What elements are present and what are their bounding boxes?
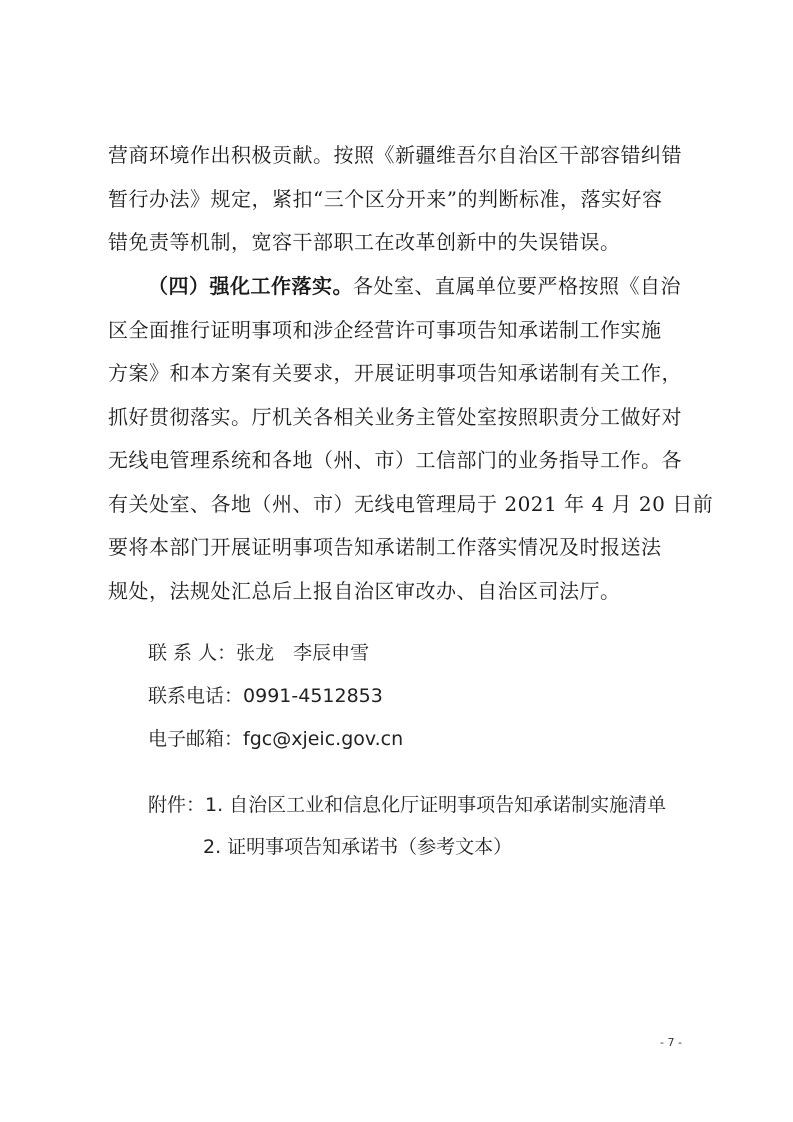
contact-phone-label: 联系电话： bbox=[148, 685, 244, 707]
paragraph2-line-8: 规处，法规处汇总后上报自治区审改办、自治区司法厅。 bbox=[108, 579, 621, 603]
contact-email bbox=[148, 724, 403, 754]
attachment-line-1 bbox=[148, 790, 666, 820]
contact-phone-value: 0991-4512853 bbox=[243, 685, 383, 707]
paragraph2-line-2: 区全面推行证明事项和涉企经营许可事项告知承诺制工作实施 bbox=[108, 318, 662, 342]
contact-email-value: fgc@xjeic.gov.cn bbox=[243, 728, 404, 750]
paragraph1-line-1: 营商环境作出积极贡献。按照《新疆维吾尔自治区干部容错纠错 bbox=[108, 143, 682, 167]
attachment-item-2: 2. 证明事项告知承诺书（参考文本） bbox=[203, 836, 513, 858]
contact-phone bbox=[148, 681, 383, 711]
attachment-label: 附件： bbox=[148, 794, 206, 816]
contact-person-label: 联 系 人： bbox=[148, 642, 237, 664]
contact-person-value: 张龙 李辰申雪 bbox=[236, 642, 370, 664]
contact-email-label: 电子邮箱： bbox=[148, 728, 244, 750]
paragraph2-line-6: 有关处室、各地（州、市）无线电管理局于 2021 年 4 月 20 日前 bbox=[108, 492, 714, 516]
paragraph2-line-4: 抓好贯彻落实。厅机关各相关业务主管处室按照职责分工做好对 bbox=[108, 405, 682, 429]
paragraph2-line-5: 无线电管理系统和各地（州、市）工信部门的业务指导工作。各 bbox=[108, 448, 682, 472]
paragraph2-first-line bbox=[148, 271, 738, 301]
paragraph2-line-7: 要将本部门开展证明事项告知承诺制工作落实情况及时报送法 bbox=[108, 535, 662, 559]
paragraph2-first-line-text: 各处室、直属单位要严格按照《自治 bbox=[353, 274, 681, 298]
section-heading: （四）强化工作落实。 bbox=[148, 274, 353, 298]
page-number: - 7 - bbox=[660, 1036, 682, 1049]
attachment-item-1: 1. 自治区工业和信息化厅证明事项告知承诺制实施清单 bbox=[205, 794, 667, 816]
paragraph2-line-3: 方案》和本方案有关要求，开展证明事项告知承诺制有关工作， bbox=[108, 361, 682, 385]
contact-person bbox=[148, 638, 369, 668]
paragraph1-line-3: 错免责等机制，宽容干部职工在改革创新中的失误错误。 bbox=[108, 230, 621, 254]
paragraph1-line-2: 暂行办法》规定，紧扣“三个区分开来”的判断标准，落实好容 bbox=[108, 187, 663, 211]
